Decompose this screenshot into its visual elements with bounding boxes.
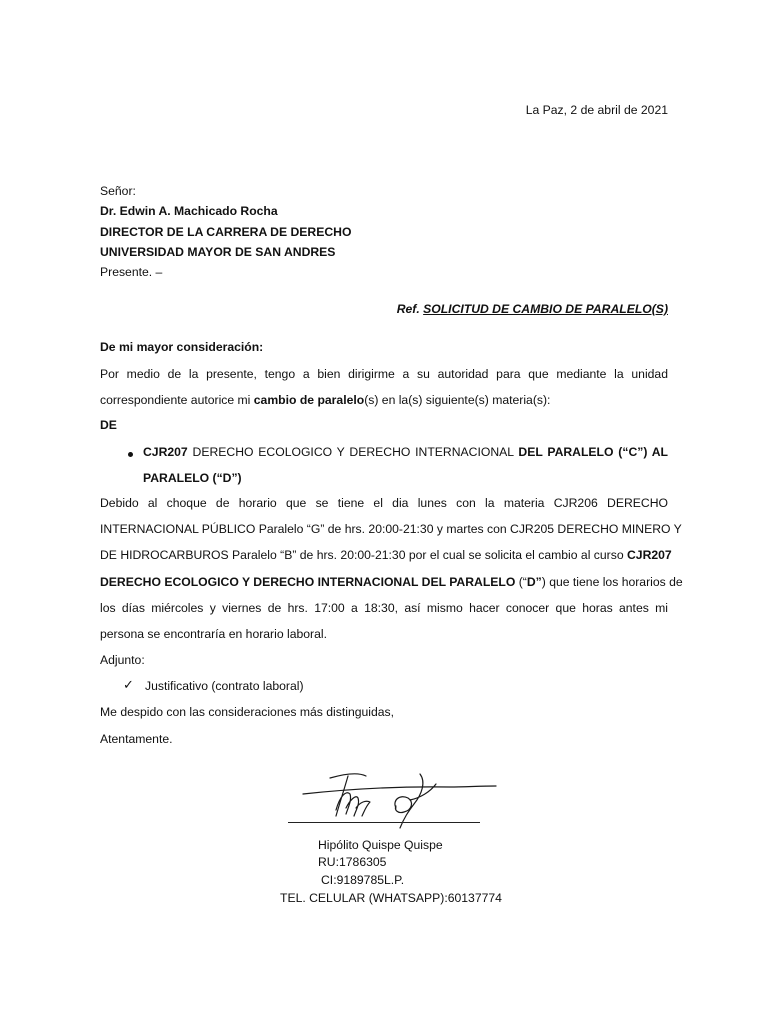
course-to-paralelo: PARALELO (“D”) [143,471,242,485]
sign-off: Atentamente. [100,732,173,746]
course-item-line-1 [143,445,668,459]
signer-ci: CI:9189785L.P. [321,873,405,887]
signer-name: Hipólito Quispe Quispe [318,838,443,852]
intro-line-2b: cambio de paralelo [253,393,365,407]
reason-line-5: los días miércoles y viernes de hrs. 17:00 a 18:30, así mismo hacer conocer que horas antes mi [100,601,668,615]
reason-line-1: Debido al choque de horario que se tiene el dia lunes con la materia CJR206 DERECHO [100,496,668,510]
date-line: La Paz, 2 de abril de 2021 [525,103,668,117]
signature-stroke [303,786,496,794]
de-label: DE [100,418,117,432]
addressee-institution: UNIVERSIDAD MAYOR DE SAN ANDRES [100,244,336,259]
salutation: Señor: [100,184,136,198]
reason-line-4a: DERECHO ECOLOGICO Y DERECHO INTERNACIONAL DEL PARALELO [100,575,516,589]
course-code: CJR207 [143,445,188,459]
attachment-label: Adjunto: [100,653,145,667]
signature-line [288,822,480,823]
handwritten-signature [300,760,500,838]
greeting: De mi mayor consideración: [100,340,264,354]
reason-line-4c: D” [526,575,542,589]
reference-line [397,302,668,316]
reason-line-4 [100,575,683,589]
checkmark-icon: ✓ [123,677,134,692]
intro-line-2 [100,393,550,407]
addressee-name: Dr. Edwin A. Machicado Rocha [100,204,278,219]
reason-line-4b: (“ [515,575,527,589]
signer-ru: RU:1786305 [318,855,387,869]
signer-phone: TEL. CELULAR (WHATSAPP):60137774 [280,891,502,905]
bullet-icon [128,452,133,457]
reason-line-3a: DE HIDROCARBUROS Paralelo “B” de hrs. 20:00-21:30 por el cual se solicita el cambio al curso [100,548,627,562]
intro-line-2a: correspondiente autorice mi [100,393,254,407]
reason-line-2: INTERNACIONAL PÚBLICO Paralelo “G” de hrs. 20:00-21:30 y martes con CJR205 DERECHO MINERO Y [100,522,682,536]
ref-prefix: Ref. [396,302,420,316]
presente-line: Presente. – [100,265,163,280]
addressee-title: DIRECTOR DE LA CARRERA DE DERECHO [100,224,352,239]
course-from-paralelo: DEL PARALELO (“C”) AL [518,445,668,459]
signature-stroke [395,774,436,828]
intro-line-2c: (s) en la(s) siguiente(s) materia(s): [364,393,551,407]
course-name: DERECHO ECOLOGICO Y DERECHO INTERNACIONAL [187,445,519,459]
addressee-block [100,181,351,282]
signature-stroke [330,774,370,816]
intro-line-1: Por medio de la presente, tengo a bien dirigirme a su autoridad para que mediante la unidad [100,367,668,381]
reason-line-3 [100,548,672,562]
reason-line-3b: CJR207 [626,548,672,562]
reason-line-4d: ) que tiene los horarios de [541,575,683,589]
reason-line-6: persona se encontraría en horario laboral. [100,627,327,641]
ref-subject: SOLICITUD DE CAMBIO DE PARALELO(S) [423,302,668,316]
closing-line: Me despido con las consideraciones más distinguidas, [100,705,395,719]
attachment-item: Justificativo (contrato laboral) [145,679,304,693]
